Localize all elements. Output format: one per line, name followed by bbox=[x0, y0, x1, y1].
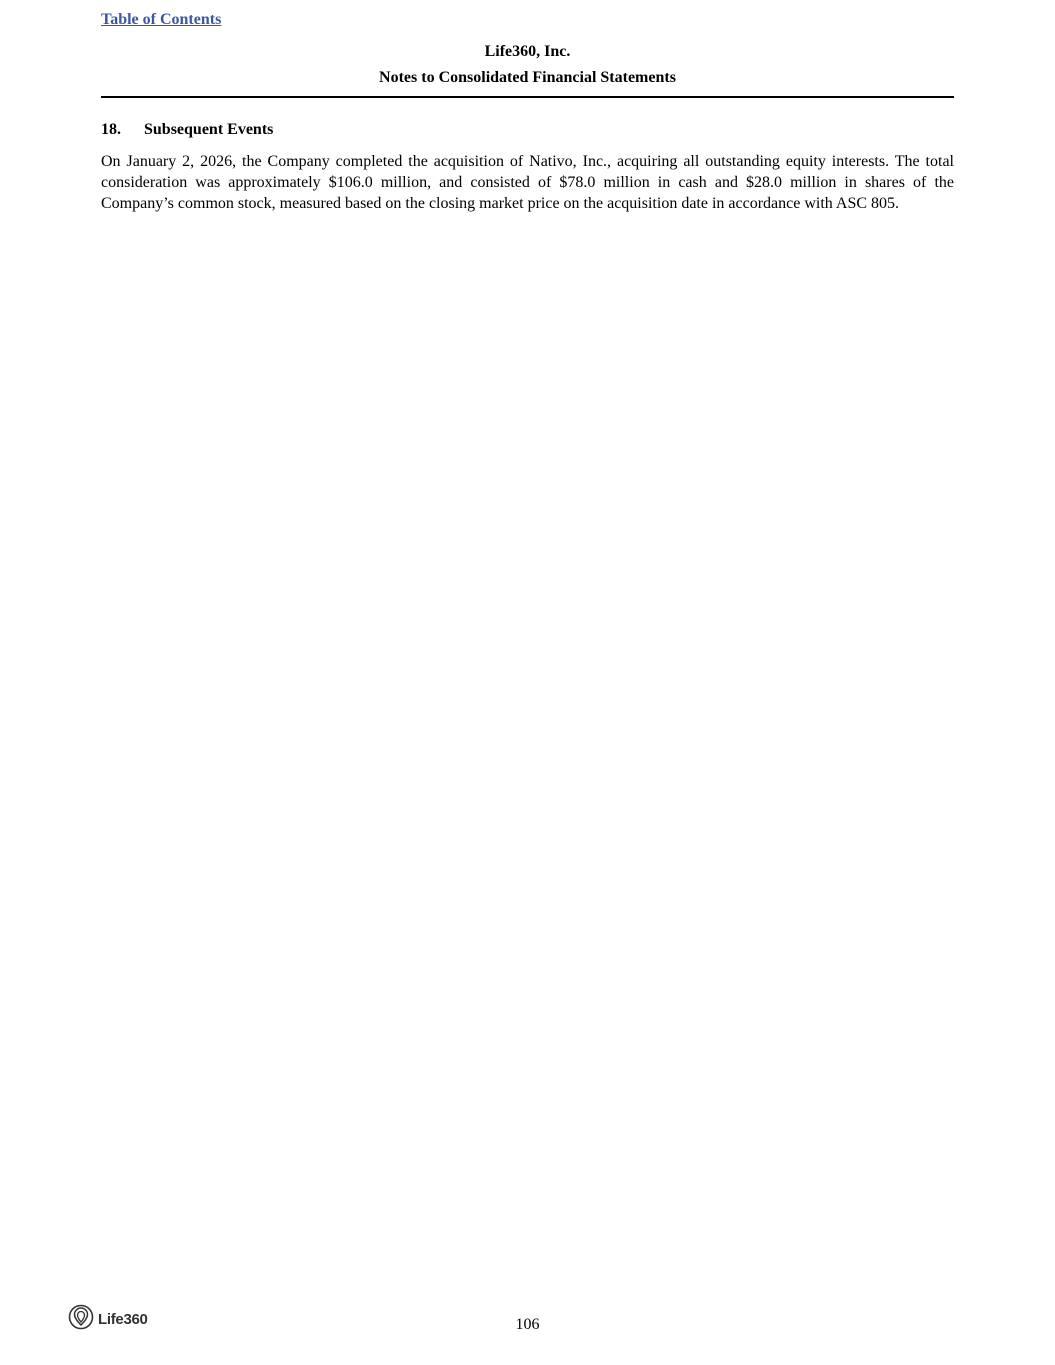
header-divider bbox=[101, 96, 954, 98]
company-name: Life360, Inc. bbox=[484, 43, 571, 60]
logo-wordmark: Life360 bbox=[98, 1310, 148, 1328]
statement-title: Notes to Consolidated Financial Statements bbox=[379, 69, 676, 86]
page-header bbox=[101, 42, 954, 88]
section-title: Subsequent Events bbox=[144, 121, 274, 138]
section-body-text: On January 2, 2026, the Company completed the acquisition of Nativo, Inc., acquiring all outstanding equity interests. The total consideration was approximately $106.0 million, and consisted of $78.0 million in cash and $28.0 million in shares of the Company’s common stock, measured based on the closing market price on the acquisition date in accordance with ASC 805. bbox=[101, 153, 954, 212]
section-heading bbox=[101, 120, 273, 140]
page-number: 106 bbox=[515, 1316, 540, 1333]
section-number: 18. bbox=[101, 121, 121, 138]
table-of-contents-link[interactable]: Table of Contents bbox=[101, 11, 222, 28]
